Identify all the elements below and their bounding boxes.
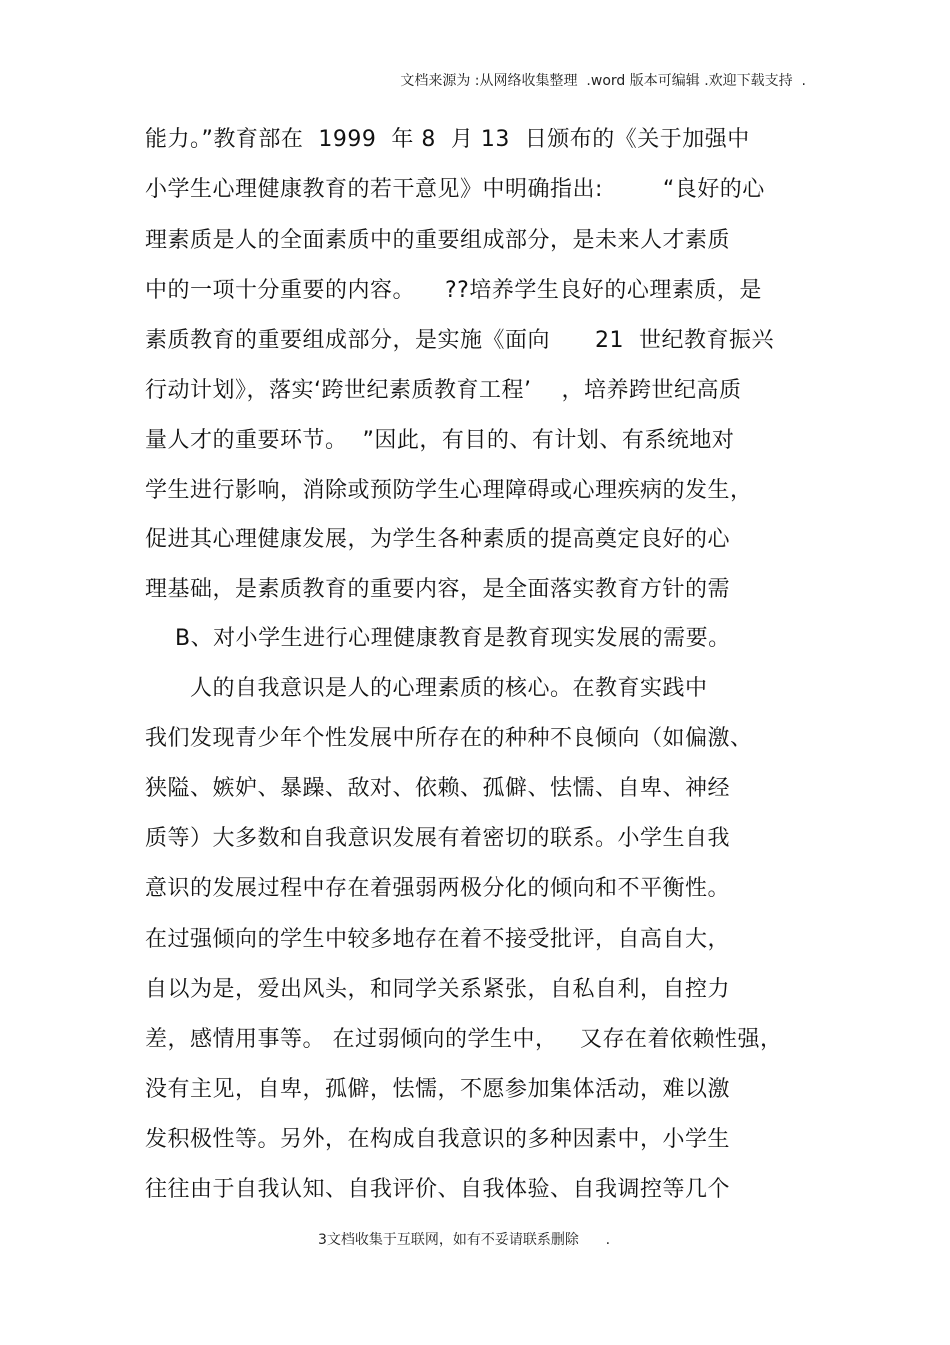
body-line: 促进其心理健康发展，为学生各种素质的提高奠定良好的心	[145, 527, 731, 552]
body-line: 发积极性等。另外，在构成自我意识的多种因素中，小学生	[145, 1127, 731, 1152]
body-line: 行动计划》，落实‘跨世纪素质教育工程’ ，培养跨世纪高质	[145, 378, 742, 403]
body-line: 在过强倾向的学生中较多地存在着不接受批评，自高自大，	[145, 927, 731, 952]
body-line: 差，感情用事等。 在过弱倾向的学生中， 又存在着依赖性强，	[145, 1027, 783, 1052]
paragraph-start: 人的自我意识是人的心理素质的核心。在教育实践中	[145, 676, 708, 701]
body-line: 意识的发展过程中存在着强弱两极分化的倾向和不平衡性。	[145, 876, 731, 901]
body-line: 中的一项十分重要的内容。 ??培养学生良好的心理素质，是	[145, 278, 762, 303]
page-header: 文档来源为 :从网络收集整理 .word 版本可编辑 .欢迎下载支持 .	[400, 73, 806, 89]
page-footer: 3文档收集于互联网，如有不妥请联系删除 .	[318, 1232, 611, 1248]
body-line: 理素质是人的全面素质中的重要组成部分，是未来人才素质	[145, 228, 731, 253]
body-line: 质等）大多数和自我意识发展有着密切的联系。小学生自我	[145, 826, 731, 851]
body-line: 自以为是，爱出风头，和同学关系紧张，自私自利，自控力	[145, 977, 731, 1002]
body-line: 狭隘、嫉妒、暴躁、敌对、依赖、孤僻、怯懦、自卑、神经	[145, 776, 731, 801]
body-line: 能力。”教育部在 1999 年 8 月 13 日颁布的《关于加强中	[145, 127, 750, 152]
body-line: 素质教育的重要组成部分，是实施《面向 21 世纪教育振兴	[145, 328, 774, 353]
body-line: 理基础，是素质教育的重要内容，是全面落实教育方针的需	[145, 577, 731, 602]
body-line: 量人才的重要环节。 ”因此，有目的、有计划、有系统地对	[145, 428, 735, 453]
body-line: 往往由于自我认知、自我评价、自我体验、自我调控等几个	[145, 1177, 731, 1202]
section-heading: B、对小学生进行心理健康教育是教育现实发展的需要。	[145, 626, 731, 651]
body-line: 小学生心理健康教育的若干意见》中明确指出: “良好的心	[145, 177, 765, 202]
body-line: 学生进行影响，消除或预防学生心理障碍或心理疾病的发生，	[145, 478, 753, 503]
body-line: 没有主见，自卑，孤僻，怯懦，不愿参加集体活动，难以激	[145, 1077, 731, 1102]
body-line: 我们发现青少年个性发展中所存在的种种不良倾向（如偏激、	[145, 726, 753, 751]
